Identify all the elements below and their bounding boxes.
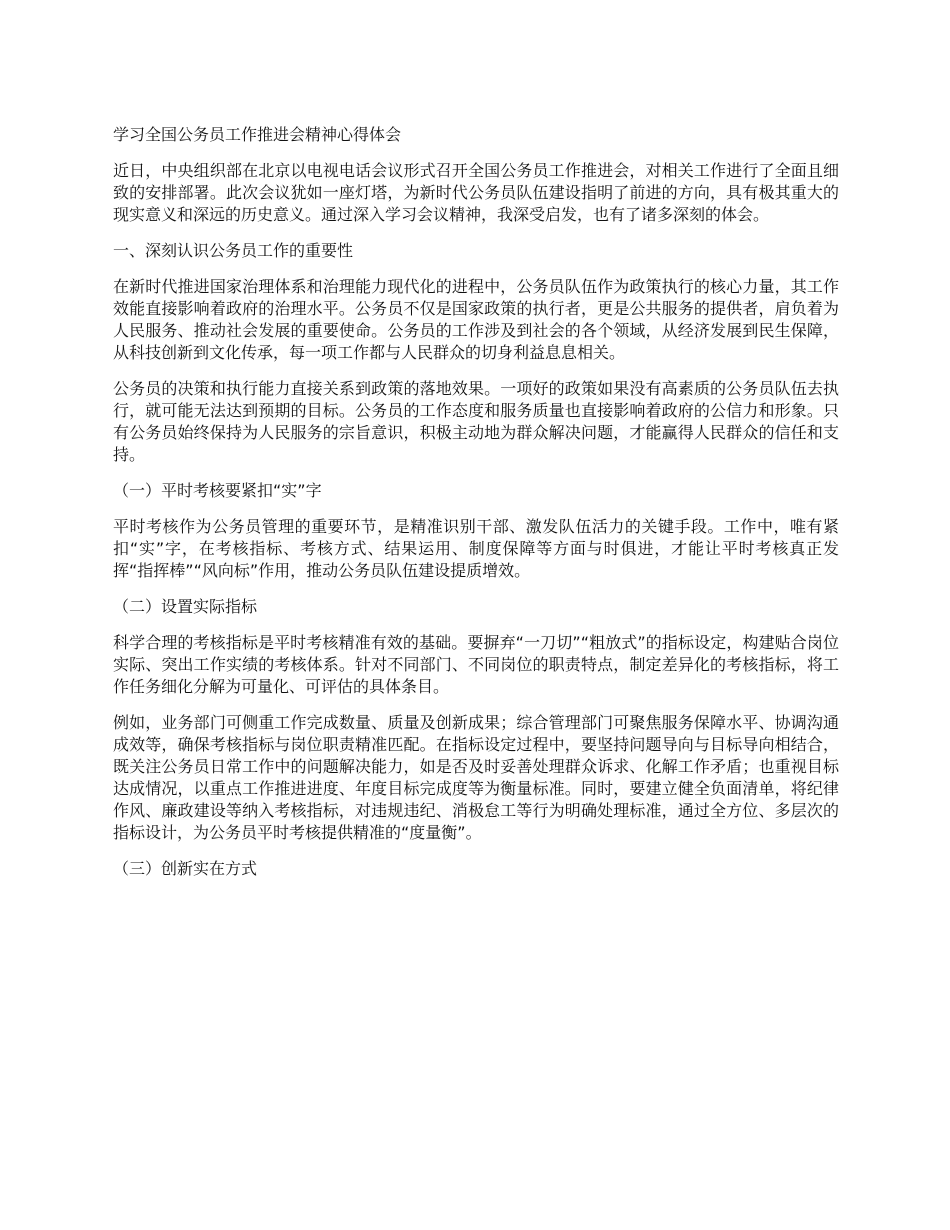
- paragraph: 在新时代推进国家治理体系和治理能力现代化的进程中，公务员队伍作为政策执行的核心力量，其工作效能直接影响着政府的治理水平。公务员不仅是国家政策的执行者，更是公共服务的提供者，肩负着为人民服务、推动社会发展的重要使命。公务员的工作涉及到社会的各个领域，从经济发展到民生保障，从科技创新到文化传承，每一项工作都与人民群众的切身利益息息相关。: [113, 277, 839, 362]
- paragraph: 科学合理的考核指标是平时考核精准有效的基础。要摒弃“一刀切”“粗放式”的指标设定，构建贴合岗位实际、突出工作实绩的考核体系。针对不同部门、不同岗位的职责特点，制定差异化的考核指标，将工作任务细化分解为可量化、可评估的具体条目。: [113, 633, 839, 696]
- subsection-heading-2: （二）设置实际指标: [113, 597, 258, 616]
- paragraph: 例如，业务部门可侧重工作完成数量、质量及创新成果；综合管理部门可聚焦服务保障水平、协调沟通成效等，确保考核指标与岗位职责精准匹配。在指标设定过程中，要坚持问题导向与目标导向相结合，既关注公务员日常工作中的问题解决能力，如是否及时妥善处理群众诉求、化解工作矛盾；也重视目标达成情况，以重点工作推进进度、年度目标完成度等为衡量标准。同时，要建立健全负面清单，将纪律作风、廉政建设等纳入考核指标，对违规违纪、消极怠工等行为明确处理标准，通过全方位、多层次的指标设计，为公务员平时考核提供精准的“度量衡”。: [113, 713, 839, 842]
- subsection-heading-1: （一）平时考核要紧扣“实”字: [113, 481, 322, 500]
- paragraph-intro: 近日，中央组织部在北京以电视电话会议形式召开全国公务员工作推进会，对相关工作进行了全面且细致的安排部署。此次会议犹如一座灯塔，为新时代公务员队伍建设指明了前进的方向，具有极其重大的现实意义和深远的历史意义。通过深入学习会议精神，我深受启发，也有了诸多深刻的体会。: [113, 161, 839, 224]
- document-page: [113, 124, 839, 894]
- subsection-heading-3: （三）创新实在方式: [113, 859, 258, 878]
- document-title: 学习全国公务员工作推进会精神心得体会: [113, 125, 402, 144]
- paragraph: 平时考核作为公务员管理的重要环节，是精准识别干部、激发队伍活力的关键手段。工作中，唯有紧扣“实”字，在考核指标、考核方式、结果运用、制度保障等方面与时俱进，才能让平时考核真正发挥“指挥棒”“风向标”作用，推动公务员队伍建设提质增效。: [113, 517, 839, 580]
- section-heading-1: 一、深刻认识公务员工作的重要性: [113, 241, 354, 260]
- paragraph: 公务员的决策和执行能力直接关系到政策的落地效果。一项好的政策如果没有高素质的公务员队伍去执行，就可能无法达到预期的目标。公务员的工作态度和服务质量也直接影响着政府的公信力和形象。只有公务员始终保持为人民服务的宗旨意识，积极主动地为群众解决问题，才能赢得人民群众的信任和支持。: [113, 379, 839, 464]
